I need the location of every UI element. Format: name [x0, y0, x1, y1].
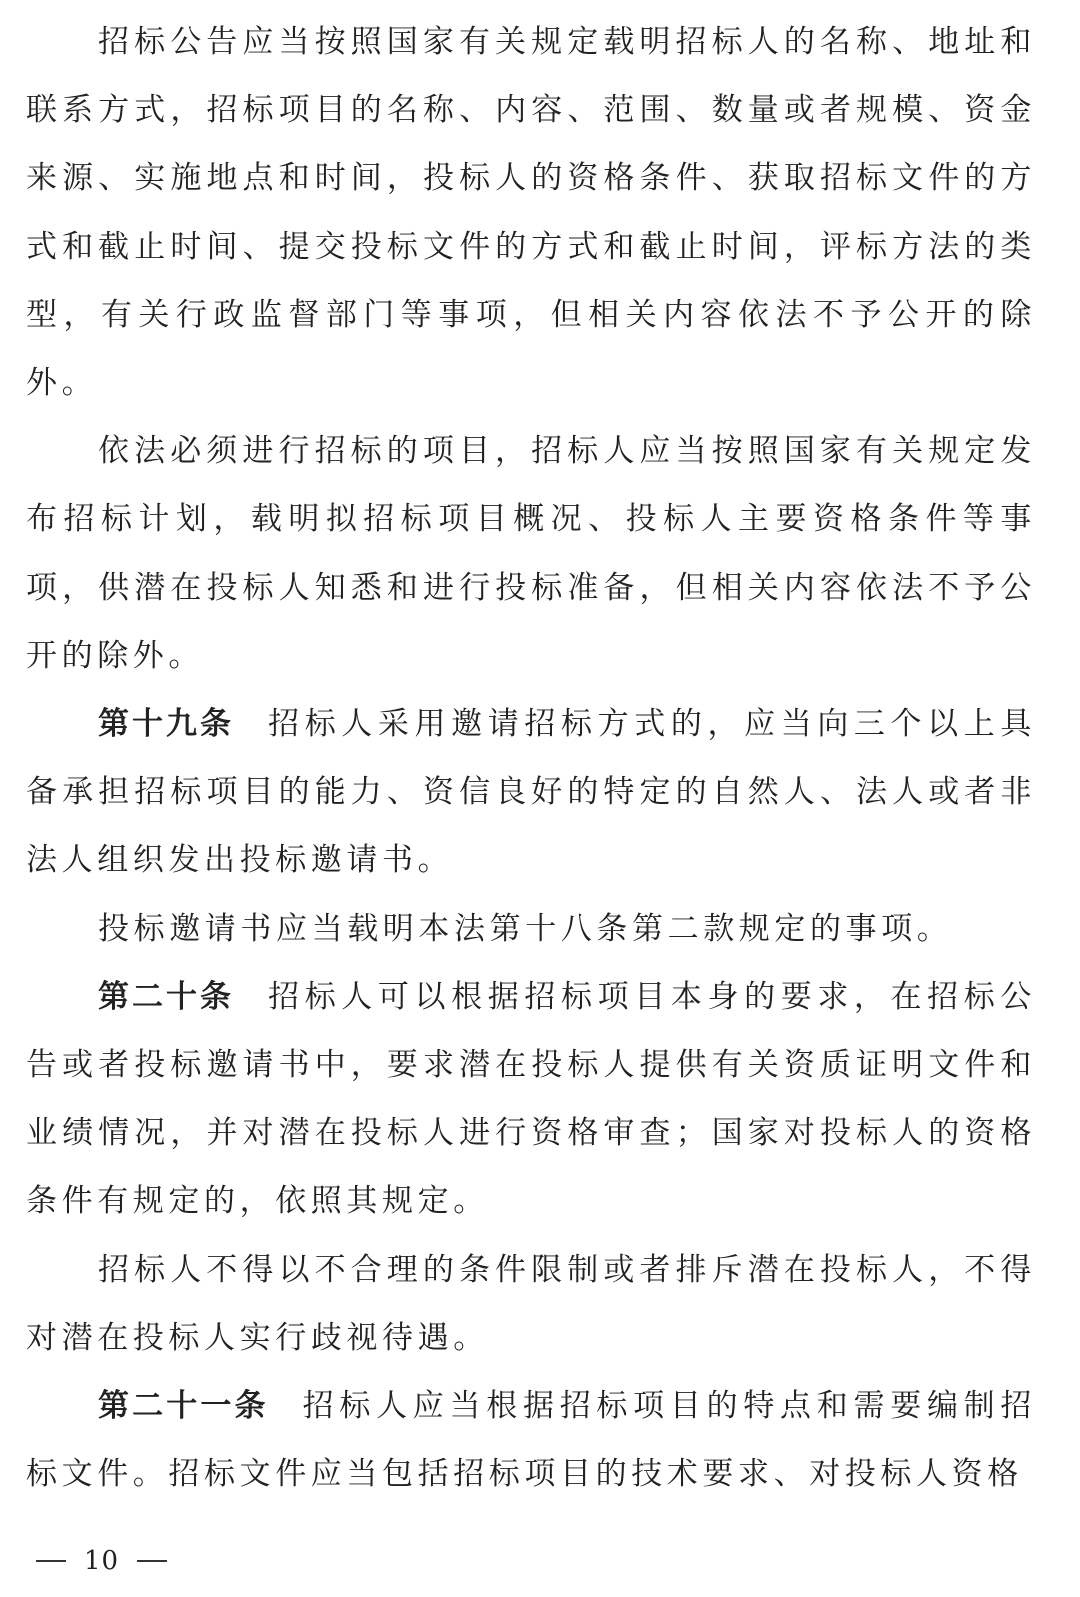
paragraph	[26, 690, 1036, 895]
page-number: 10	[84, 1546, 120, 1576]
paragraph	[26, 895, 1036, 963]
paragraph-text: 招标人应当根据招标项目的特点和需要编制招标文件。招标文件应当包括招标项目的技术要求、对投标人资格	[26, 1388, 1036, 1493]
paragraph	[26, 1236, 1036, 1372]
article-heading: 第十九条	[98, 706, 235, 743]
article-heading: 第二十一条	[98, 1388, 269, 1425]
document-body	[26, 8, 1036, 1508]
paragraph	[26, 963, 1036, 1236]
article-heading: 第二十条	[98, 978, 235, 1015]
paragraph-text: 投标邀请书应当载明本法第十八条第二款规定的事项。	[98, 910, 953, 947]
page-footer	[36, 1540, 167, 1581]
paragraph	[26, 417, 1036, 690]
paragraph	[26, 8, 1036, 417]
paragraph-text: 依法必须进行招标的项目，招标人应当按照国家有关规定发布招标计划，载明拟招标项目概况、投标人主要资格条件等事项，供潜在投标人知悉和进行投标准备，但相关内容依法不予公开的除外。	[26, 433, 1036, 674]
paragraph-text: 招标人采用邀请招标方式的，应当向三个以上具备承担招标项目的能力、资信良好的特定的自然人、法人或者非法人组织发出投标邀请书。	[26, 706, 1037, 879]
footer-dash-right	[137, 1560, 167, 1562]
paragraph	[26, 1372, 1036, 1508]
footer-dash-left	[36, 1560, 66, 1562]
paragraph-text: 招标人可以根据招标项目本身的要求，在招标公告或者投标邀请书中，要求潜在投标人提供有关资质证明文件和业绩情况，并对潜在投标人进行资格审查；国家对投标人的资格条件有规定的，依照其规定。	[26, 978, 1037, 1220]
paragraph-text: 招标公告应当按照国家有关规定载明招标人的名称、地址和联系方式，招标项目的名称、内容、范围、数量或者规模、资金来源、实施地点和时间，投标人的资格条件、获取招标文件的方式和截止时间、提交投标文件的方式和截止时间，评标方法的类型，有关行政监督部门等事项，但相关内容依法不予公开的除外。	[26, 24, 1036, 402]
paragraph-text: 招标人不得以不合理的条件限制或者排斥潜在投标人，不得对潜在投标人实行歧视待遇。	[26, 1251, 1036, 1356]
